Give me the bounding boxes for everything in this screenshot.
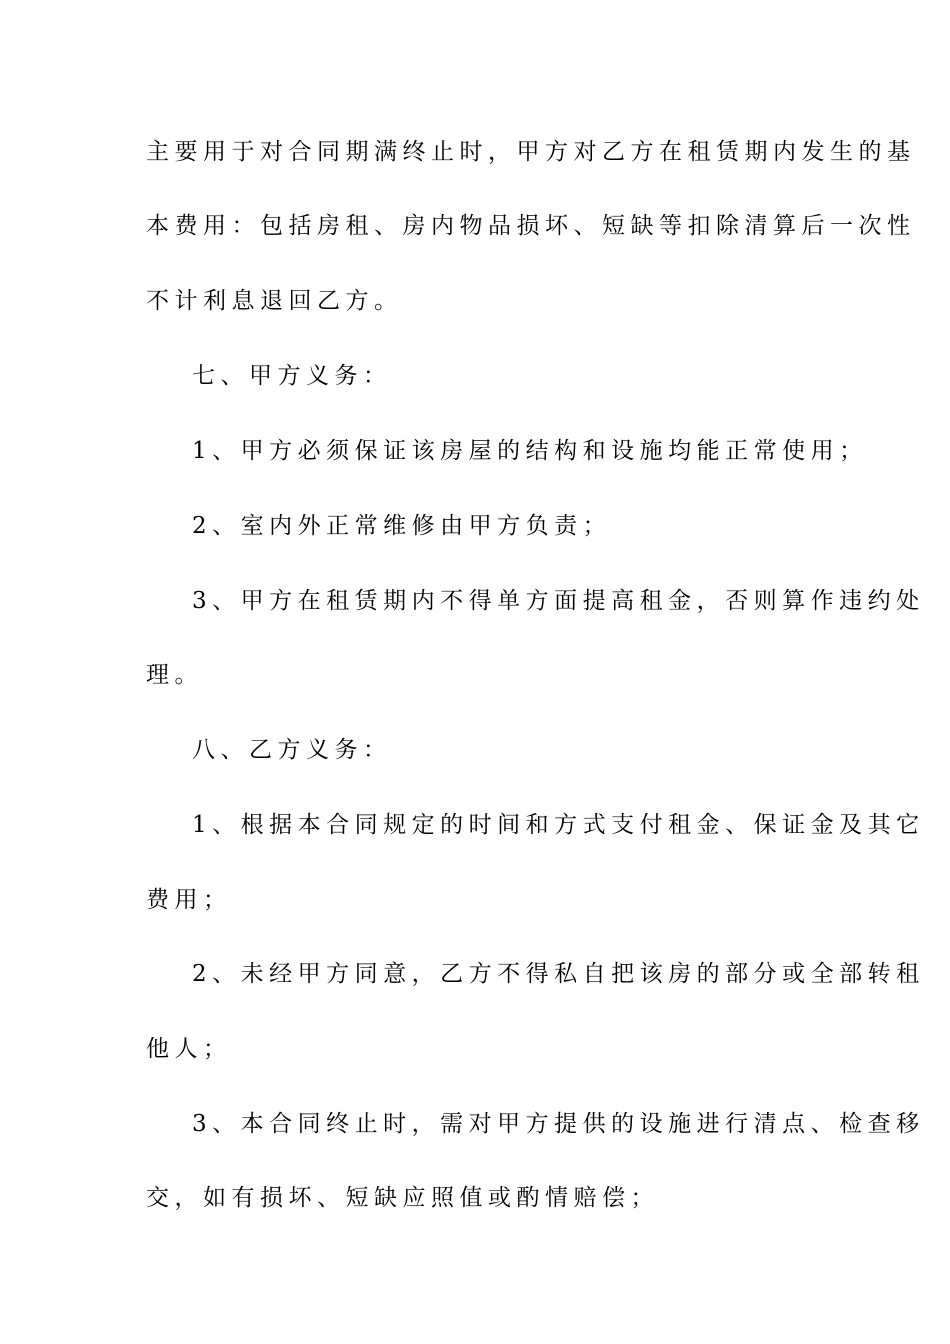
paragraph-line: 3、本合同终止时，需对甲方提供的设施进行清点、检查移	[192, 1111, 925, 1137]
paragraph-line: 他人；	[146, 1036, 232, 1062]
paragraph-line: 1、根据本合同规定的时间和方式支付租金、保证金及其它	[192, 812, 925, 838]
paragraph-line: 不计利息退回乙方。	[146, 288, 403, 314]
paragraph-line: 本费用：包括房租、房内物品损坏、短缺等扣除清算后一次性	[146, 213, 916, 239]
paragraph-line: 交，如有损坏、短缺应照值或酌情赔偿；	[146, 1185, 659, 1211]
paragraph-line: 主要用于对合同期满终止时，甲方对乙方在租赁期内发生的基	[146, 139, 916, 165]
section-heading: 八、乙方义务：	[192, 737, 392, 763]
section-heading: 七、甲方义务：	[192, 363, 392, 389]
paragraph-line: 费用；	[146, 887, 232, 913]
paragraph-line: 3、甲方在租赁期内不得单方面提高租金，否则算作违约处	[192, 588, 925, 614]
paragraph-line: 1、甲方必须保证该房屋的结构和设施均能正常使用；	[192, 438, 868, 464]
paragraph-line: 理。	[146, 662, 203, 688]
paragraph-line: 2、室内外正常维修由甲方负责；	[192, 513, 612, 539]
paragraph-line: 2、未经甲方同意，乙方不得私自把该房的部分或全部转租	[192, 961, 925, 987]
